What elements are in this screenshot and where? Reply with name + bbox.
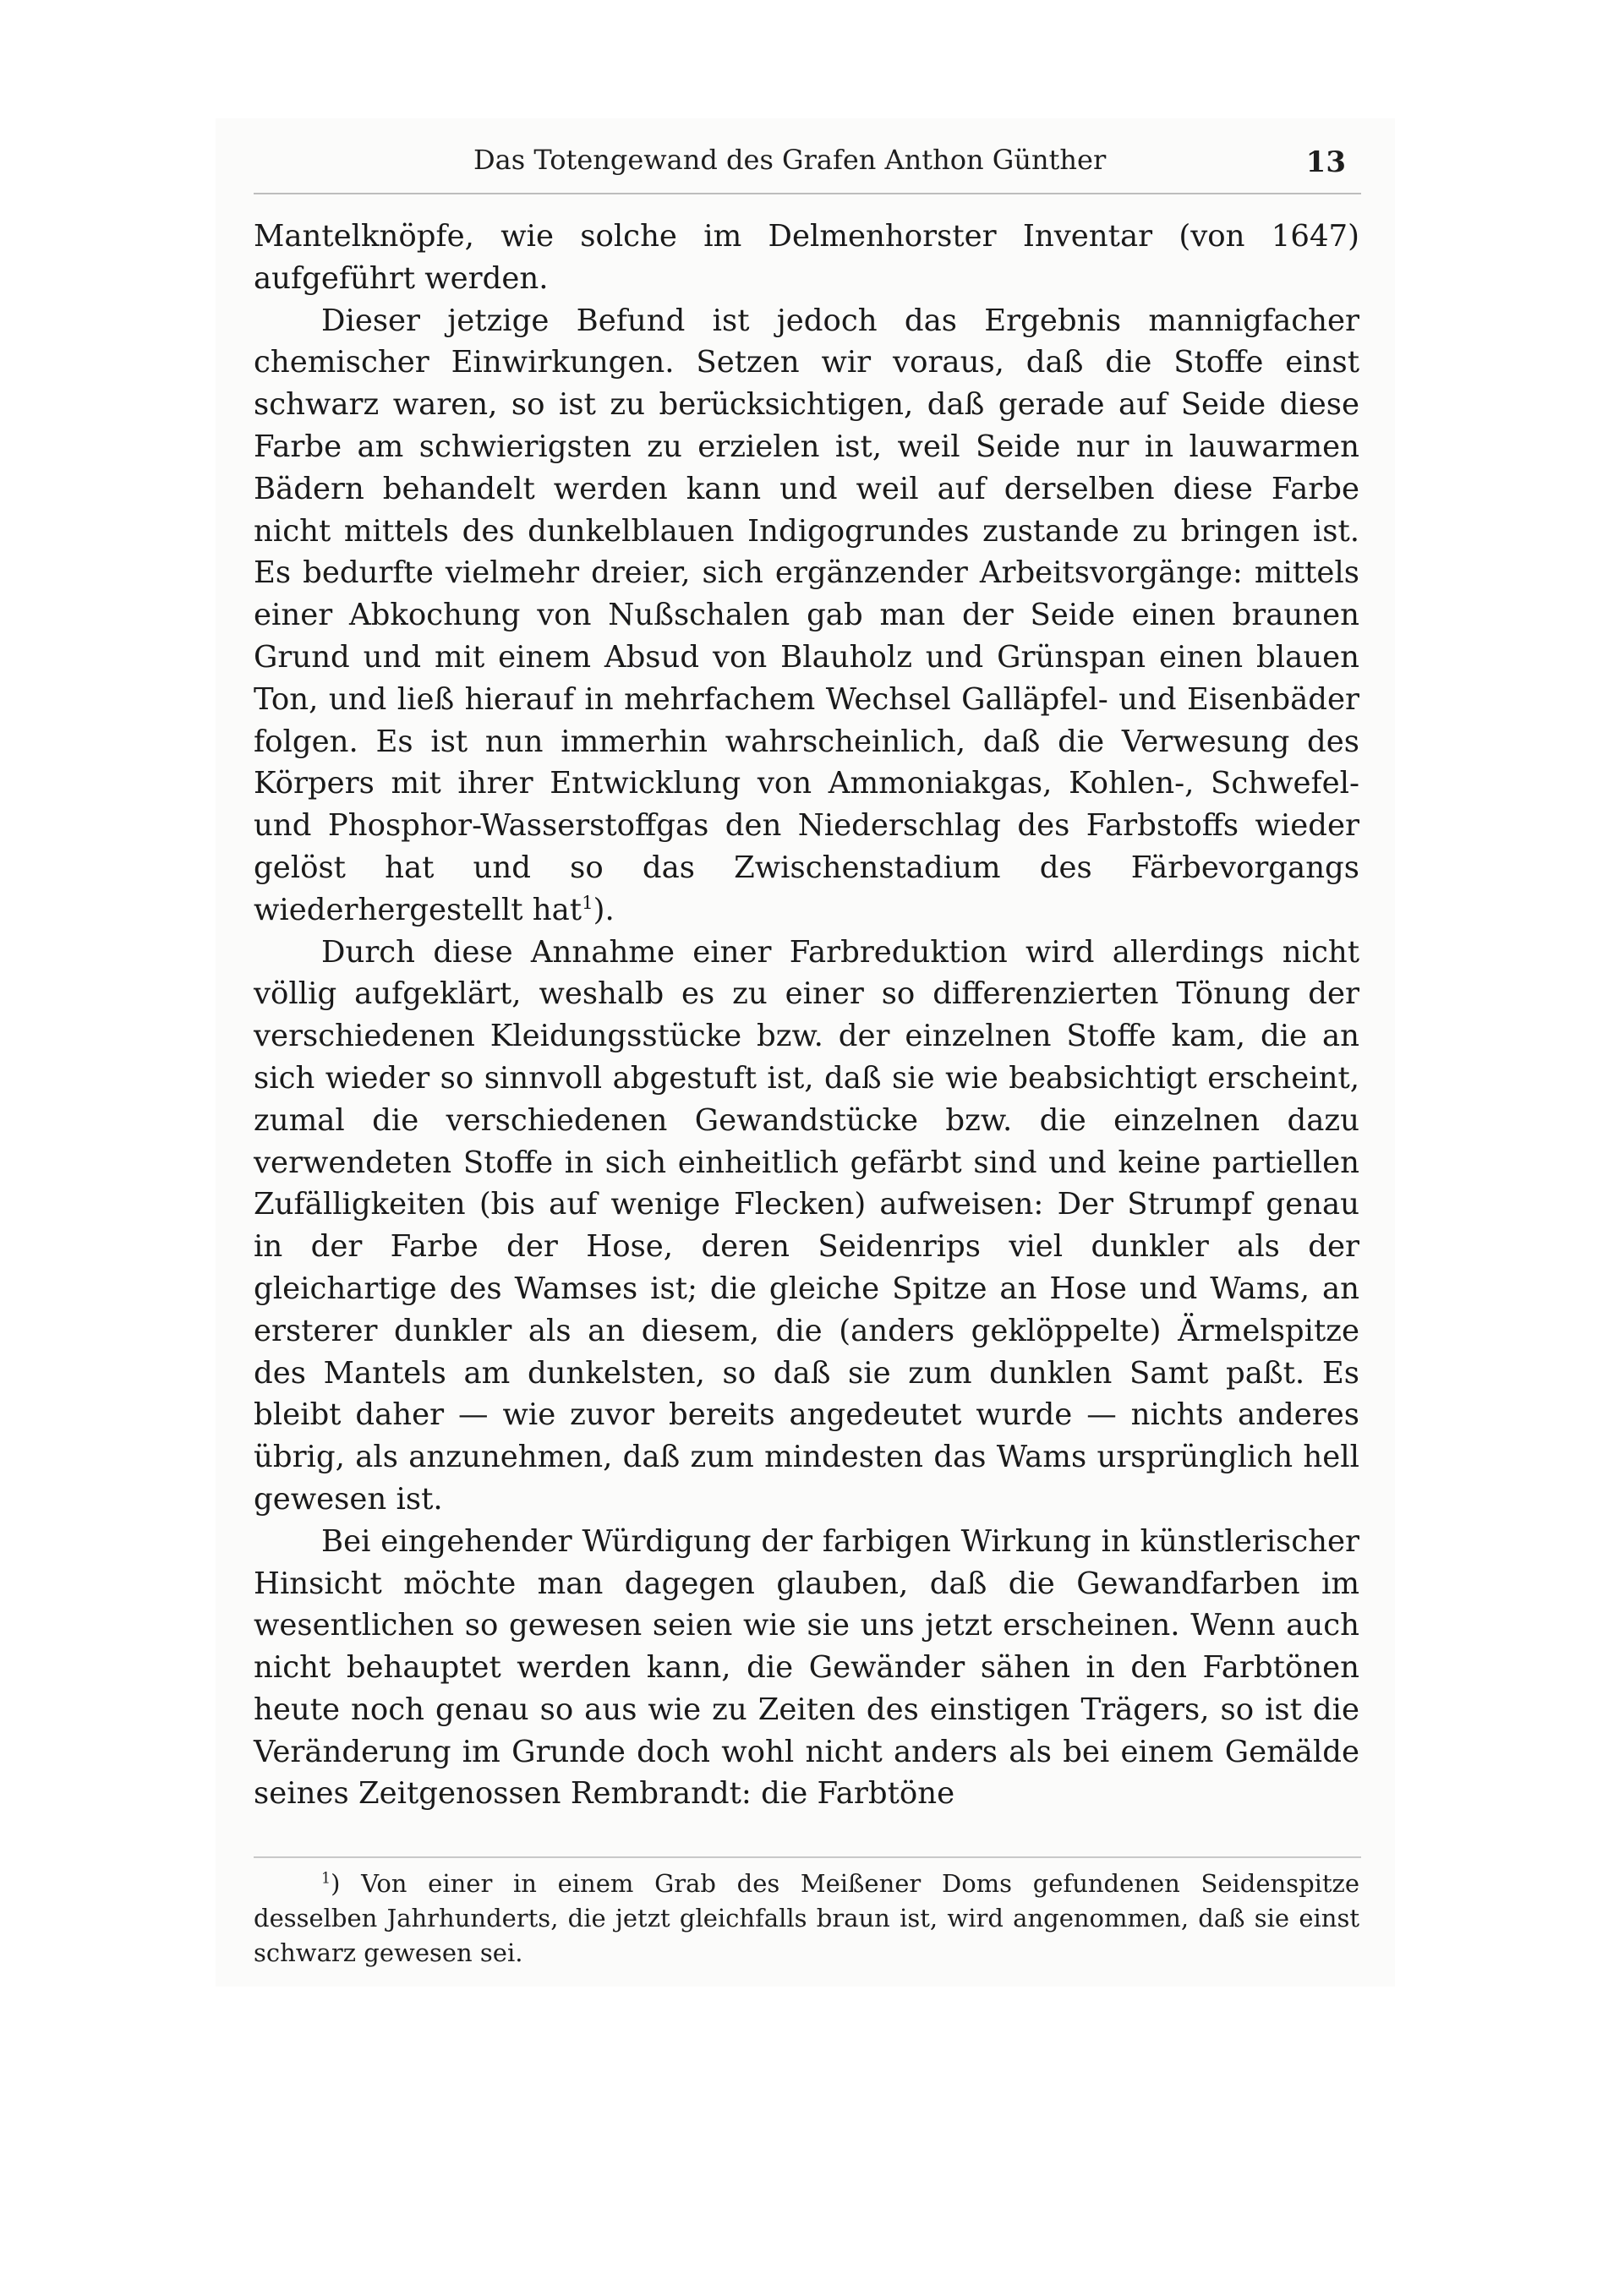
paragraph-text: Mantelknöpfe, wie solche im Delmenhorster Inventar (von 1647) aufgeführt werden. (254, 219, 1359, 296)
footnote-rule (254, 1856, 1361, 1858)
footnote-text: ) Von einer in einem Grab des Meißener Doms gefundenen Seidenspitze desselben Jahrhunderts, die jetzt gleichfalls braun ist, wird angenommen, daß sie einst schwarz gewesen sei. (254, 1869, 1359, 1967)
footnote-reference: 1 (582, 892, 593, 914)
footnotes (254, 1867, 1359, 1971)
footnote-marker: 1 (321, 1870, 331, 1888)
body-text (254, 216, 1359, 1815)
paragraph-text: Dieser jetzige Befund ist jedoch das Ergebnis mannigfacher chemischer Einwirkungen. Setzen wir voraus, daß die Stoffe einst schwarz waren, so ist zu berücksichtigen, daß gerade auf Seide diese Farbe am schwierigsten zu erzielen ist, weil Seide nur in lauwarmen Bädern behandelt werden kann und weil auf derselben diese Farbe nicht mittels des dunkelblauen Indigogrundes zustande zu bringen ist. Es bedurfte vielmehr dreier, sich ergänzender Arbeitsvorgänge: mittels einer Abkochung von Nußschalen gab man der Seide einen braunen Grund und mit einem Absud von Blauholz und Grünspan einen blauen Ton, und ließ hierauf in mehrfachem Wechsel Galläpfel- und Eisenbäder folgen. Es ist nun immerhin wahrscheinlich, daß die Verwesung des Körpers mit ihrer Entwicklung von Ammoniakgas, Kohlen-, Schwefel- und Phosphor-Wasserstoffgas den Niederschlag des Farbstoffs wieder gelöst hat und so das Zwischenstadium des Färbevorgangs wiederhergestellt hat (254, 303, 1359, 927)
running-title: Das Totengewand des Grafen Anthon Günther (473, 144, 1107, 176)
paragraph (254, 1521, 1359, 1816)
paragraph (254, 932, 1359, 1521)
footnote (254, 1867, 1359, 1971)
page-number: 13 (1305, 145, 1346, 179)
paragraph-text-tail: ). (593, 892, 615, 927)
paragraph-text: Durch diese Annahme einer Farbreduktion wird allerdings nicht völlig aufgeklärt, weshalb es zu einer so differenzierten Tönung der verschiedenen Kleidungsstücke bzw. der einzelnen Stoffe kam, die an sich wieder so sinnvoll abgestuft ist, daß sie wie beabsichtigt erscheint, zumal die verschiedenen Gewandstücke bzw. die einzelnen dazu verwendeten Stoffe in sich einheitlich gefärbt sind und keine partiellen Zufälligkeiten (bis auf wenige Flecken) aufweisen: Der Strumpf genau in der Farbe der Hose, deren Seidenrips viel dunkler als der gleichartige des Wamses ist; die gleiche Spitze an Hose und Wams, an ersterer dunkler als an diesem, die (anders geklöppelte) Ärmelspitze des Mantels am dunkelsten, so daß sie zum dunklen Samt paßt. Es bleibt daher — wie zuvor bereits angedeutet wurde — nichts anderes übrig, als anzunehmen, daß zum mindesten das Wams ursprünglich hell gewesen ist. (254, 934, 1359, 1517)
paragraph-text: Bei eingehender Würdigung der farbigen Wirkung in künstlerischer Hinsicht möchte man dagegen glauben, daß die Gewandfarben im wesentlichen so gewesen seien wie sie uns jetzt erscheinen. Wenn auch nicht behauptet werden kann, die Gewänder sähen in den Farbtönen heute noch genau so aus wie zu Zeiten des einstigen Trägers, so ist die Veränderung im Grunde doch wohl nicht anders als bei einem Gemälde seines Zeitgenossen Rembrandt: die Farbtöne (254, 1523, 1359, 1812)
paragraph (254, 300, 1359, 932)
paragraph-continued (254, 216, 1359, 300)
running-head (254, 144, 1361, 186)
header-rule (254, 193, 1361, 194)
